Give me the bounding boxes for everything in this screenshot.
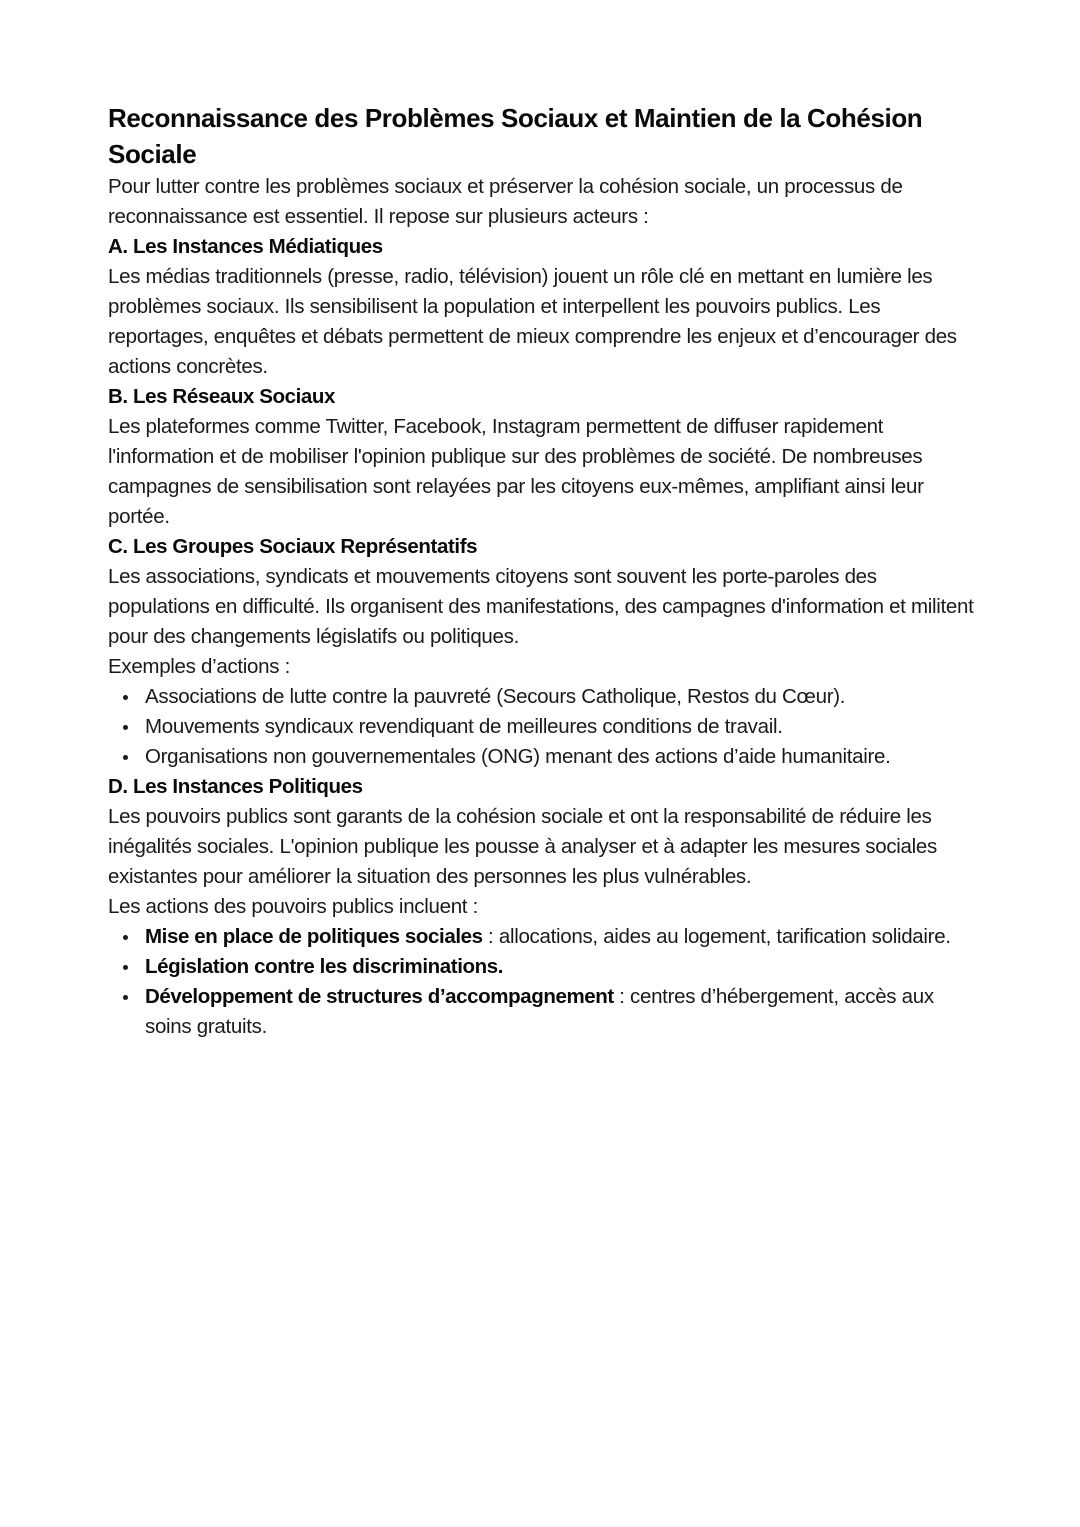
list-item: [145, 712, 978, 742]
examples-list: [108, 682, 978, 772]
list-item-bold: Mise en place de politiques sociales: [145, 925, 483, 948]
list-item-bold: Développement de structures d’accompagnement: [145, 985, 614, 1008]
section-body: Les plateformes comme Twitter, Facebook, Instagram permettent de diffuser rapidement l'information et de mobiliser l'opinion publique sur des problèmes de société. De nombreuses campagnes de sensibilisation sont relayées par les citoyens eux-mêmes, amplifiant ainsi leur portée.: [108, 415, 924, 528]
list-item-text: Mouvements syndicaux revendiquant de meilleures conditions de travail.: [145, 715, 783, 738]
list-item-text: : centres d’hébergement, accès aux soins gratuits.: [145, 985, 934, 1038]
bullet-icon: [123, 695, 128, 700]
list-item: [145, 982, 978, 1042]
section-c: [108, 532, 978, 772]
list-intro: Les actions des pouvoirs publics incluent :: [108, 895, 478, 918]
section-d: [108, 772, 978, 1042]
list-item-text: : allocations, aides au logement, tarification solidaire.: [482, 925, 951, 948]
list-item: [145, 952, 978, 982]
bullet-icon: [123, 935, 128, 940]
list-item: [145, 742, 978, 772]
section-body: Les médias traditionnels (presse, radio, télévision) jouent un rôle clé en mettant en lumière les problèmes sociaux. Ils sensibilisent la population et interpellent les pouvoirs publics. Les reportages, enquêtes et débats permettent de mieux comprendre les enjeux et d’encourager des actions concrètes.: [108, 265, 957, 378]
section-body: Les pouvoirs publics sont garants de la cohésion sociale et ont la responsabilité de réduire les inégalités sociales. L'opinion publique les pousse à analyser et à adapter les mesures sociales existantes pour améliorer la situation des personnes les plus vulnérables.: [108, 805, 937, 888]
section-a: [108, 232, 978, 382]
list-item-bold: Législation contre les discriminations.: [145, 955, 504, 978]
list-item: [145, 922, 978, 952]
list-intro: Exemples d’actions :: [108, 655, 291, 678]
section-heading: C. Les Groupes Sociaux Représentatifs: [108, 535, 478, 558]
document-page: [108, 100, 978, 1042]
list-item: [145, 682, 978, 712]
section-heading: B. Les Réseaux Sociaux: [108, 385, 336, 408]
bullet-icon: [123, 755, 128, 760]
bullet-icon: [123, 965, 128, 970]
list-item-text: Organisations non gouvernementales (ONG) menant des actions d’aide humanitaire.: [145, 745, 891, 768]
list-item-text: Associations de lutte contre la pauvreté (Secours Catholique, Restos du Cœur).: [145, 685, 846, 708]
bullet-icon: [123, 995, 128, 1000]
section-heading: A. Les Instances Médiatiques: [108, 235, 383, 258]
section-heading: D. Les Instances Politiques: [108, 775, 363, 798]
bullet-icon: [123, 725, 128, 730]
intro-paragraph: Pour lutter contre les problèmes sociaux et préserver la cohésion sociale, un processus de reconnaissance est essentiel. Il repose sur plusieurs acteurs :: [108, 175, 903, 228]
section-b: [108, 382, 978, 532]
section-body: Les associations, syndicats et mouvements citoyens sont souvent les porte-paroles des populations en difficulté. Ils organisent des manifestations, des campagnes d'information et militent pour des changements législatifs ou politiques.: [108, 565, 974, 648]
document-title: Reconnaissance des Problèmes Sociaux et Maintien de la Cohésion Sociale: [108, 103, 923, 169]
actions-list: [108, 922, 978, 1042]
